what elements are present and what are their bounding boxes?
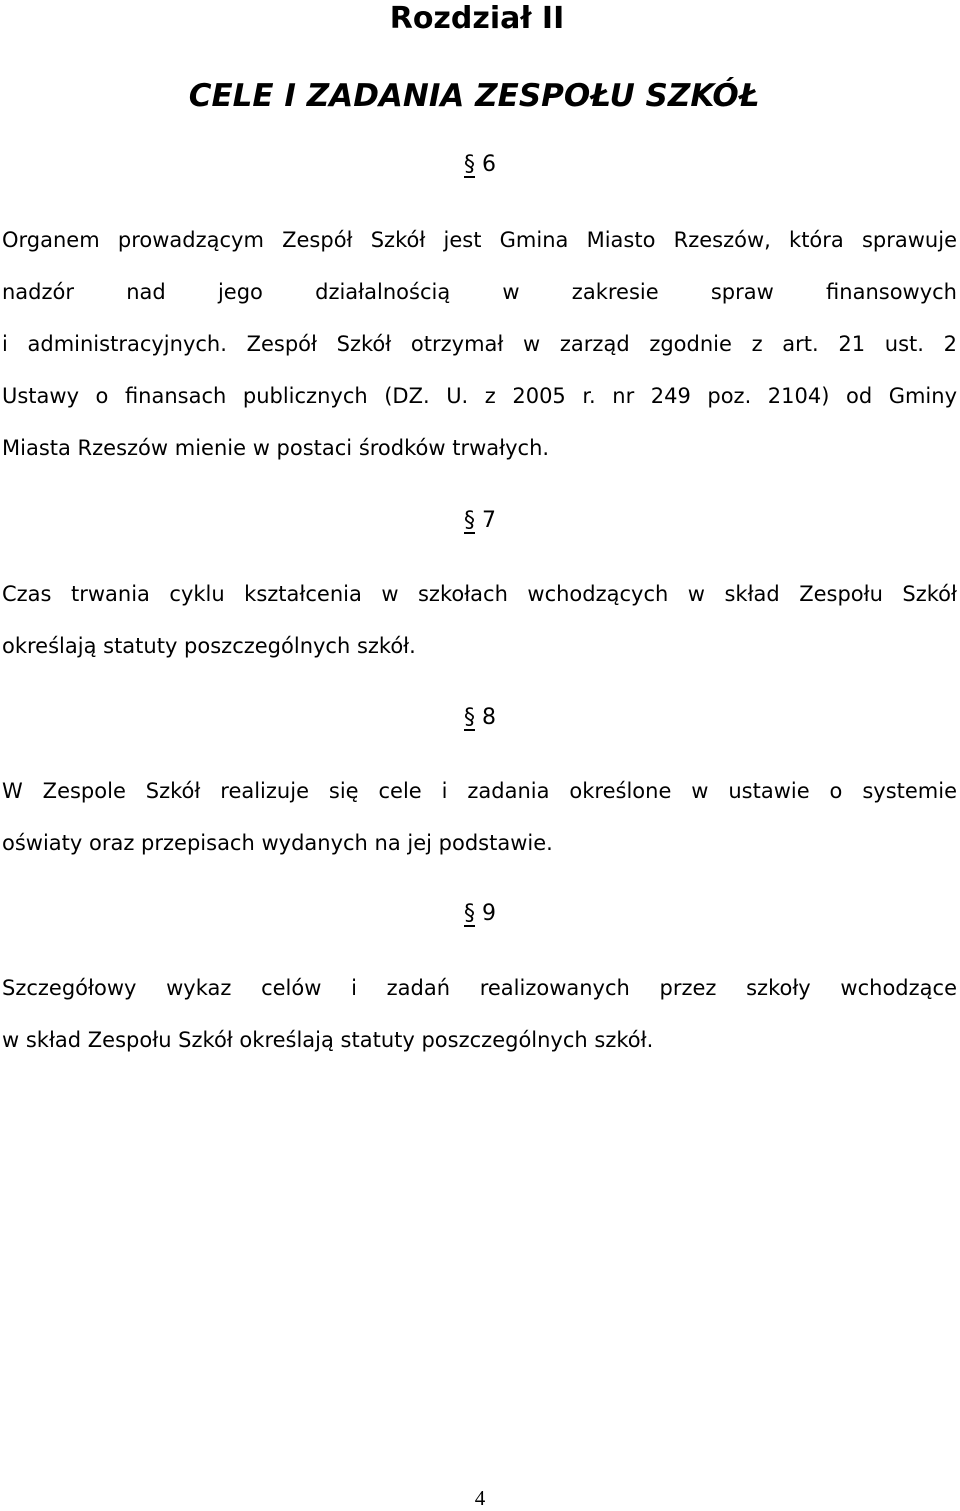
text-line: Ustawy o finansach publicznych (DZ. U. z 2005 r. nr 249 poz. 2104) od Gminy — [2, 384, 957, 408]
page-number: 4 — [474, 1486, 486, 1510]
section-number: 6 — [482, 152, 496, 177]
section-number: 9 — [482, 901, 496, 926]
section-6-text — [2, 214, 957, 474]
section-9-text — [2, 962, 957, 1066]
text-line: Organem prowadzącym Zespół Szkół jest Gmina Miasto Rzeszów, która sprawuje — [2, 228, 957, 252]
text-line: W Zespole Szkół realizuje się cele i zadania określone w ustawie o systemie — [2, 779, 957, 803]
text-line: w skład Zespołu Szkół określają statuty poszczególnych szkół. — [2, 1028, 654, 1052]
section-sign-icon: § — [464, 508, 475, 533]
text-line: nadzór nad jego działalnością w zakresie spraw finansowych — [2, 280, 957, 304]
section-7-text — [2, 568, 957, 672]
text-line: określają statuty poszczególnych szkół. — [2, 634, 416, 658]
section-heading-8 — [0, 703, 960, 733]
section-sign-icon: § — [464, 152, 475, 177]
section-heading-9 — [0, 899, 960, 929]
section-number: 8 — [482, 705, 496, 730]
section-number: 7 — [482, 508, 496, 533]
text-line: Czas trwania cyklu kształcenia w szkołach wchodzących w skład Zespołu Szkół — [2, 582, 957, 606]
chapter-title: CELE I ZADANIA ZESPOŁU SZKÓŁ — [188, 78, 760, 114]
section-heading-6 — [0, 150, 960, 180]
section-8-text — [2, 765, 957, 869]
chapter-number: Rozdział II — [389, 1, 565, 36]
text-line: i administracyjnych. Zespół Szkół otrzymał w zarząd zgodnie z art. 21 ust. 2 — [2, 332, 957, 356]
section-sign-icon: § — [464, 901, 475, 926]
text-line: Miasta Rzeszów mienie w postaci środków trwałych. — [2, 436, 550, 460]
text-line: Szczegółowy wykaz celów i zadań realizowanych przez szkoły wchodzące — [2, 976, 957, 1000]
section-heading-7 — [0, 506, 960, 536]
section-sign-icon: § — [464, 705, 475, 730]
text-line: oświaty oraz przepisach wydanych na jej podstawie. — [2, 831, 553, 855]
